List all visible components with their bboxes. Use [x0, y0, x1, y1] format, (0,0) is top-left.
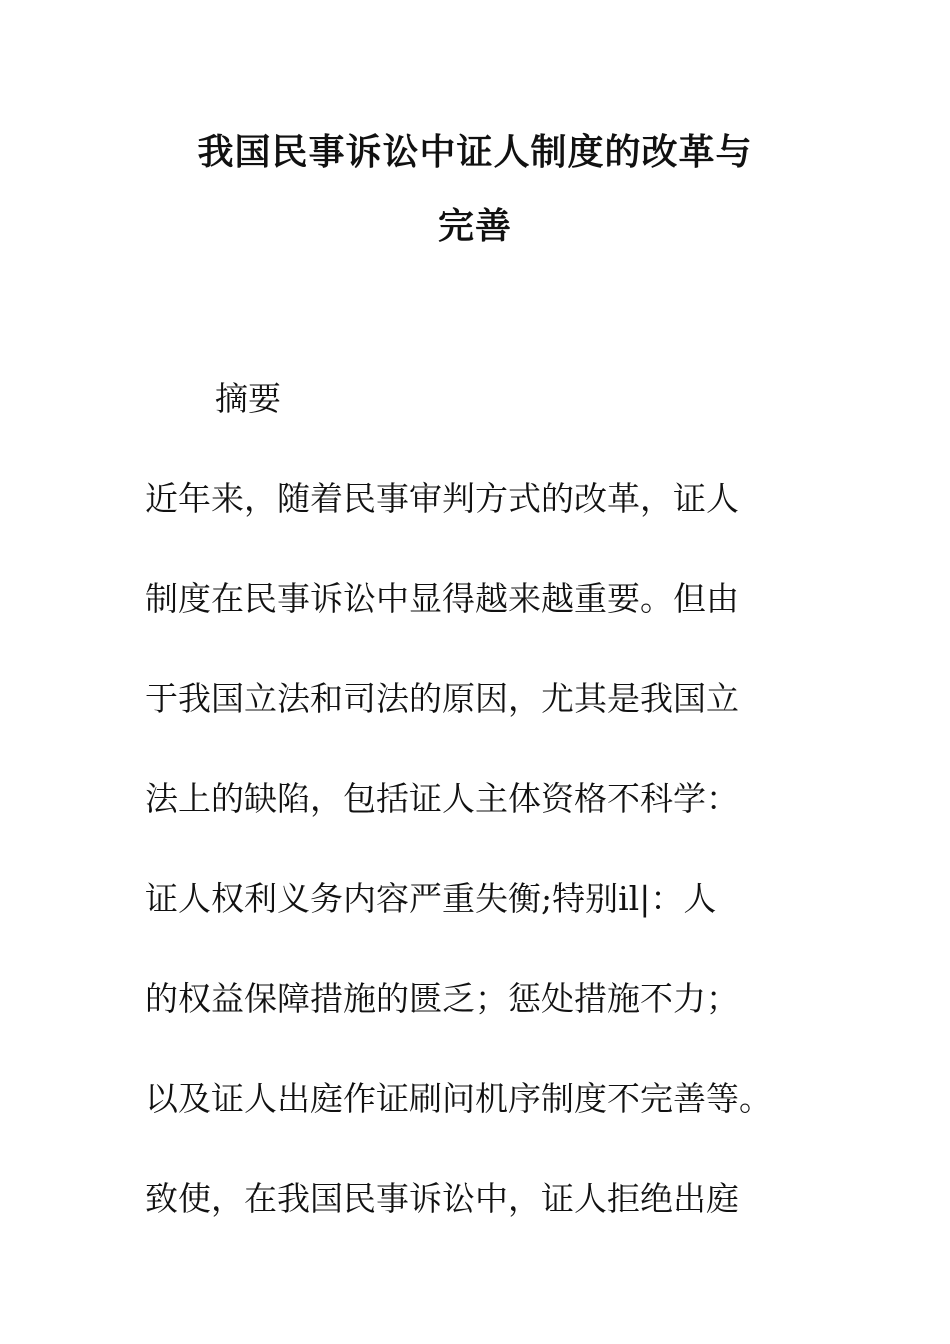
body-text-line: 法上的缺陷，包括证人主体资格不科学： — [145, 779, 739, 818]
body-text-line: 以及证人出庭作证刷问机序制度不完善等。 — [145, 1079, 772, 1118]
body-text-line: 制度在民事诉讼中显得越来越重要。但由 — [145, 579, 739, 618]
abstract-heading: 摘要 — [215, 379, 281, 418]
body-text-line: 致使，在我国民事诉讼中，证人拒绝出庭 — [145, 1179, 739, 1218]
body-text-line: 于我国立法和司法的原因，尤其是我国立 — [145, 679, 739, 718]
body-text-line: 证人权利义务内容严重失衡;特别il|：人 — [145, 879, 717, 918]
document-title-line-1: 我国民事诉讼中证人制度的改革与 — [197, 132, 753, 173]
body-text-line: 的权益保障措施的匮乏；惩处措施不力； — [145, 979, 739, 1018]
body-text-line: 近年来，随着民事审判方式的改革，证人 — [145, 479, 739, 518]
document-title-line-2: 完善 — [437, 206, 512, 247]
